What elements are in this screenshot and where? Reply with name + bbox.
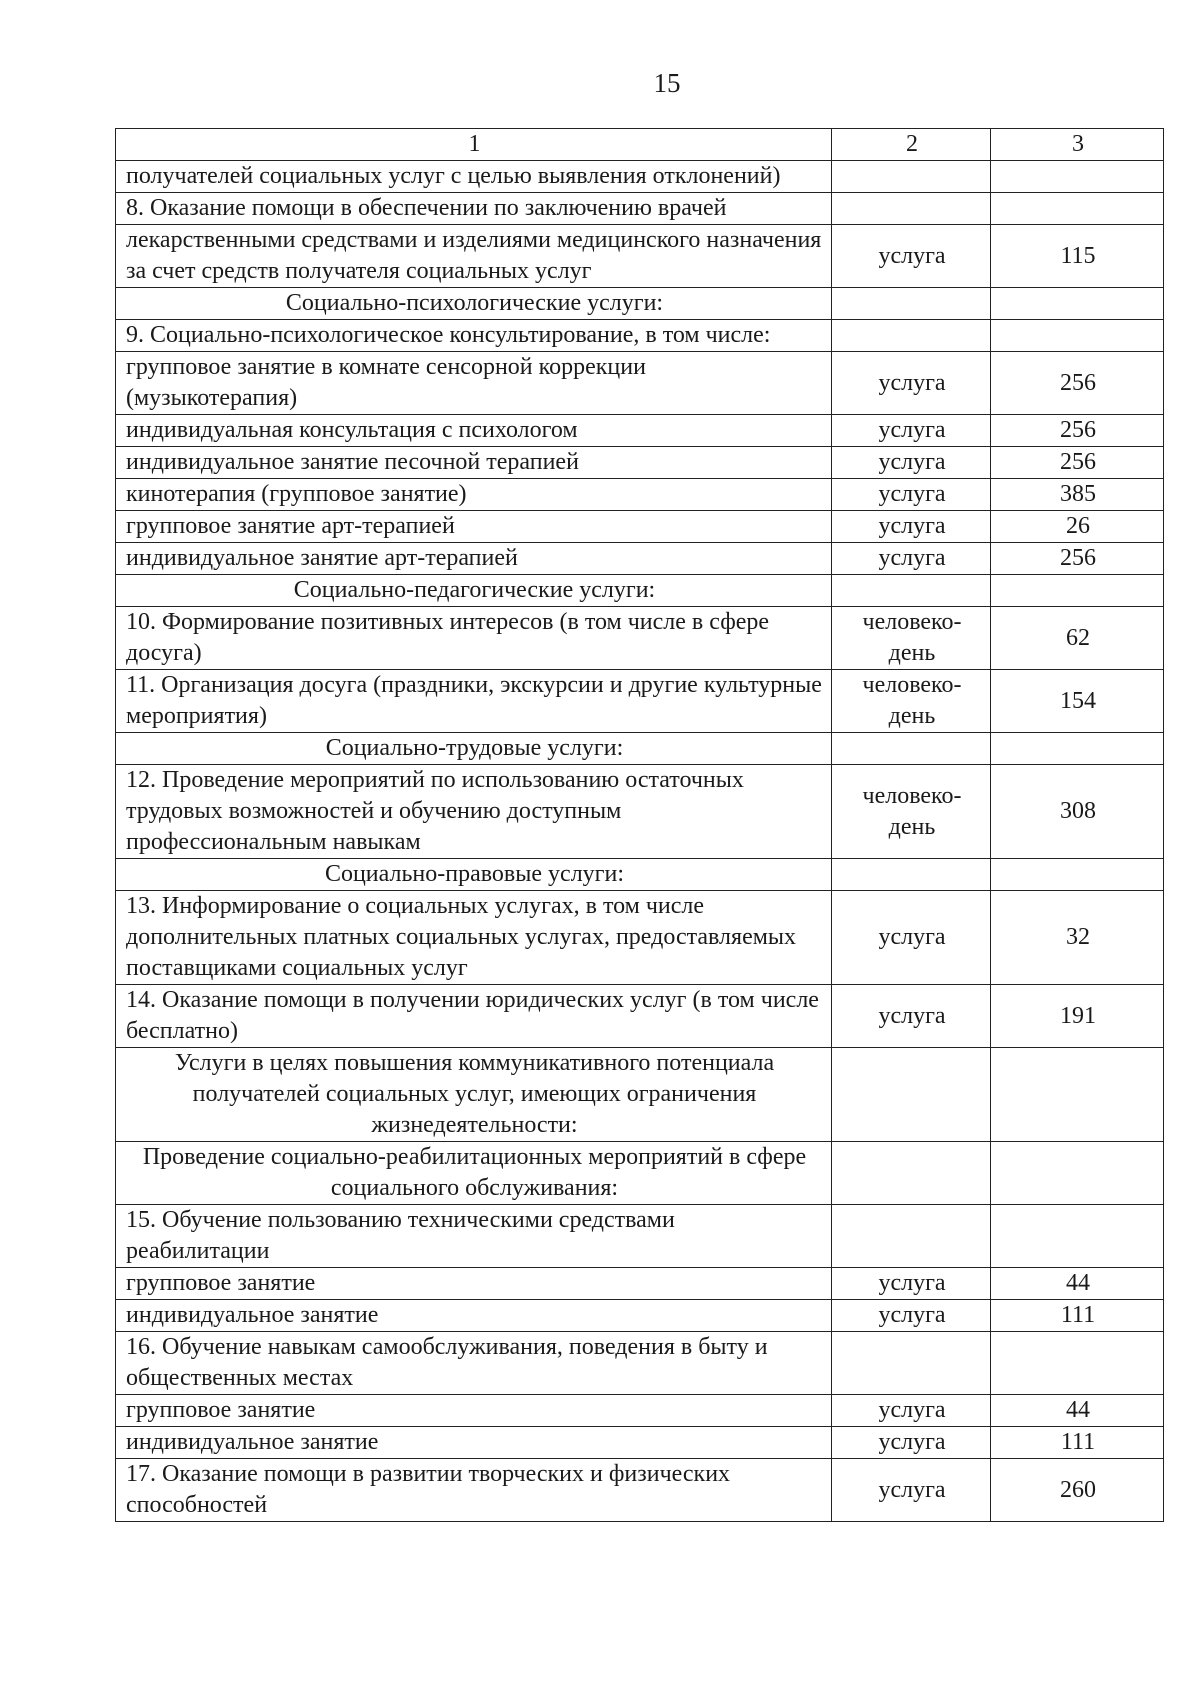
table-row (116, 1395, 1164, 1427)
table-row (116, 1268, 1164, 1300)
section-title: Услуги в целях повышения коммуникативного потенциала получателей социальных услуг, имеющих ограничения жизнедеятельности: (116, 1048, 832, 1142)
section-header-row (116, 1048, 1164, 1142)
column-header-1: 1 (116, 129, 832, 161)
table-row (116, 447, 1164, 479)
service-name-cell: кинотерапия (групповое занятие) (116, 479, 832, 511)
unit-cell (832, 575, 991, 607)
unit-cell (832, 733, 991, 765)
service-name-cell: 13. Информирование о социальных услугах, в том числе дополнительных платных социальных услугах, предоставляемых поставщиками социальных услуг (116, 891, 832, 985)
service-name-cell: лекарственными средствами и изделиями медицинского назначения за счет средств получателя социальных услуг (116, 225, 832, 288)
value-cell (991, 161, 1164, 193)
table-row (116, 1459, 1164, 1522)
value-cell (991, 733, 1164, 765)
table-row (116, 891, 1164, 985)
value-cell: 191 (991, 985, 1164, 1048)
services-table (115, 128, 1164, 1522)
unit-cell (832, 288, 991, 320)
table-row (116, 225, 1164, 288)
table-row (116, 1205, 1164, 1268)
unit-cell: услуга (832, 985, 991, 1048)
table-row (116, 511, 1164, 543)
table-row (116, 543, 1164, 575)
value-cell: 26 (991, 511, 1164, 543)
value-cell: 385 (991, 479, 1164, 511)
value-cell (991, 1205, 1164, 1268)
table-row (116, 352, 1164, 415)
value-cell: 115 (991, 225, 1164, 288)
value-cell (991, 575, 1164, 607)
table-row (116, 985, 1164, 1048)
table-row (116, 1427, 1164, 1459)
service-name-cell: групповое занятие (116, 1268, 832, 1300)
section-title: Социально-трудовые услуги: (116, 733, 832, 765)
unit-cell (832, 1205, 991, 1268)
service-name-cell: 17. Оказание помощи в развитии творческих и физических способностей (116, 1459, 832, 1522)
unit-cell (832, 1142, 991, 1205)
service-name-cell: индивидуальное занятие арт-терапией (116, 543, 832, 575)
service-name-cell: 8. Оказание помощи в обеспечении по заключению врачей (116, 193, 832, 225)
value-cell: 44 (991, 1395, 1164, 1427)
table-header-row (116, 129, 1164, 161)
unit-cell: услуга (832, 891, 991, 985)
column-header-2: 2 (832, 129, 991, 161)
value-cell: 154 (991, 670, 1164, 733)
value-cell: 111 (991, 1427, 1164, 1459)
value-cell: 256 (991, 447, 1164, 479)
section-header-row (116, 1142, 1164, 1205)
section-header-row (116, 575, 1164, 607)
service-name-cell: групповое занятие арт-терапией (116, 511, 832, 543)
table-row (116, 193, 1164, 225)
value-cell (991, 1142, 1164, 1205)
unit-cell: услуга (832, 415, 991, 447)
unit-cell: человеко-день (832, 607, 991, 670)
table-row (116, 765, 1164, 859)
value-cell (991, 1048, 1164, 1142)
unit-cell (832, 859, 991, 891)
unit-cell (832, 161, 991, 193)
service-name-cell: индивидуальное занятие (116, 1427, 832, 1459)
value-cell: 256 (991, 352, 1164, 415)
value-cell: 256 (991, 543, 1164, 575)
section-title: Социально-педагогические услуги: (116, 575, 832, 607)
unit-cell: услуга (832, 1427, 991, 1459)
service-name-cell: групповое занятие (116, 1395, 832, 1427)
section-title: Проведение социально-реабилитационных мероприятий в сфере социального обслуживания: (116, 1142, 832, 1205)
value-cell: 256 (991, 415, 1164, 447)
column-header-3: 3 (991, 129, 1164, 161)
unit-cell: услуга (832, 511, 991, 543)
service-name-cell: индивидуальное занятие песочной терапией (116, 447, 832, 479)
unit-cell: услуга (832, 543, 991, 575)
section-header-row (116, 859, 1164, 891)
table-row (116, 607, 1164, 670)
service-name-cell: 9. Социально-психологическое консультирование, в том числе: (116, 320, 832, 352)
value-cell: 44 (991, 1268, 1164, 1300)
unit-cell: услуга (832, 225, 991, 288)
unit-cell: услуга (832, 447, 991, 479)
unit-cell (832, 193, 991, 225)
service-name-cell: 16. Обучение навыкам самообслуживания, поведения в быту и общественных местах (116, 1332, 832, 1395)
value-cell (991, 859, 1164, 891)
value-cell: 308 (991, 765, 1164, 859)
unit-cell: услуга (832, 1459, 991, 1522)
service-name-cell: индивидуальное занятие (116, 1300, 832, 1332)
value-cell: 111 (991, 1300, 1164, 1332)
section-title: Социально-правовые услуги: (116, 859, 832, 891)
section-header-row (116, 733, 1164, 765)
service-name-cell: 10. Формирование позитивных интересов (в том числе в сфере досуга) (116, 607, 832, 670)
value-cell: 260 (991, 1459, 1164, 1522)
table-row (116, 670, 1164, 733)
unit-cell (832, 1048, 991, 1142)
service-name-cell: 12. Проведение мероприятий по использованию остаточных трудовых возможностей и обучению доступным профессиональным навыкам (116, 765, 832, 859)
section-title: Социально-психологические услуги: (116, 288, 832, 320)
table-body (116, 161, 1164, 1522)
unit-cell: услуга (832, 352, 991, 415)
unit-cell: человеко-день (832, 670, 991, 733)
unit-cell: услуга (832, 1300, 991, 1332)
table-row (116, 161, 1164, 193)
service-name-cell: получателей социальных услуг с целью выявления отклонений) (116, 161, 832, 193)
service-name-cell: групповое занятие в комнате сенсорной коррекции (музыкотерапия) (116, 352, 832, 415)
value-cell: 62 (991, 607, 1164, 670)
table-row (116, 1332, 1164, 1395)
unit-cell (832, 1332, 991, 1395)
unit-cell: услуга (832, 479, 991, 511)
value-cell (991, 288, 1164, 320)
service-name-cell: 11. Организация досуга (праздники, экскурсии и другие культурные мероприятия) (116, 670, 832, 733)
service-name-cell: 15. Обучение пользованию техническими средствами реабилитации (116, 1205, 832, 1268)
unit-cell: услуга (832, 1268, 991, 1300)
service-name-cell: индивидуальная консультация с психологом (116, 415, 832, 447)
service-name-cell: 14. Оказание помощи в получении юридических услуг (в том числе бесплатно) (116, 985, 832, 1048)
value-cell: 32 (991, 891, 1164, 985)
unit-cell: человеко-день (832, 765, 991, 859)
page-number: 15 (653, 68, 681, 98)
section-header-row (116, 288, 1164, 320)
value-cell (991, 320, 1164, 352)
table-row (116, 320, 1164, 352)
value-cell (991, 1332, 1164, 1395)
value-cell (991, 193, 1164, 225)
unit-cell (832, 320, 991, 352)
table-row (116, 479, 1164, 511)
table-row (116, 415, 1164, 447)
table-row (116, 1300, 1164, 1332)
unit-cell: услуга (832, 1395, 991, 1427)
